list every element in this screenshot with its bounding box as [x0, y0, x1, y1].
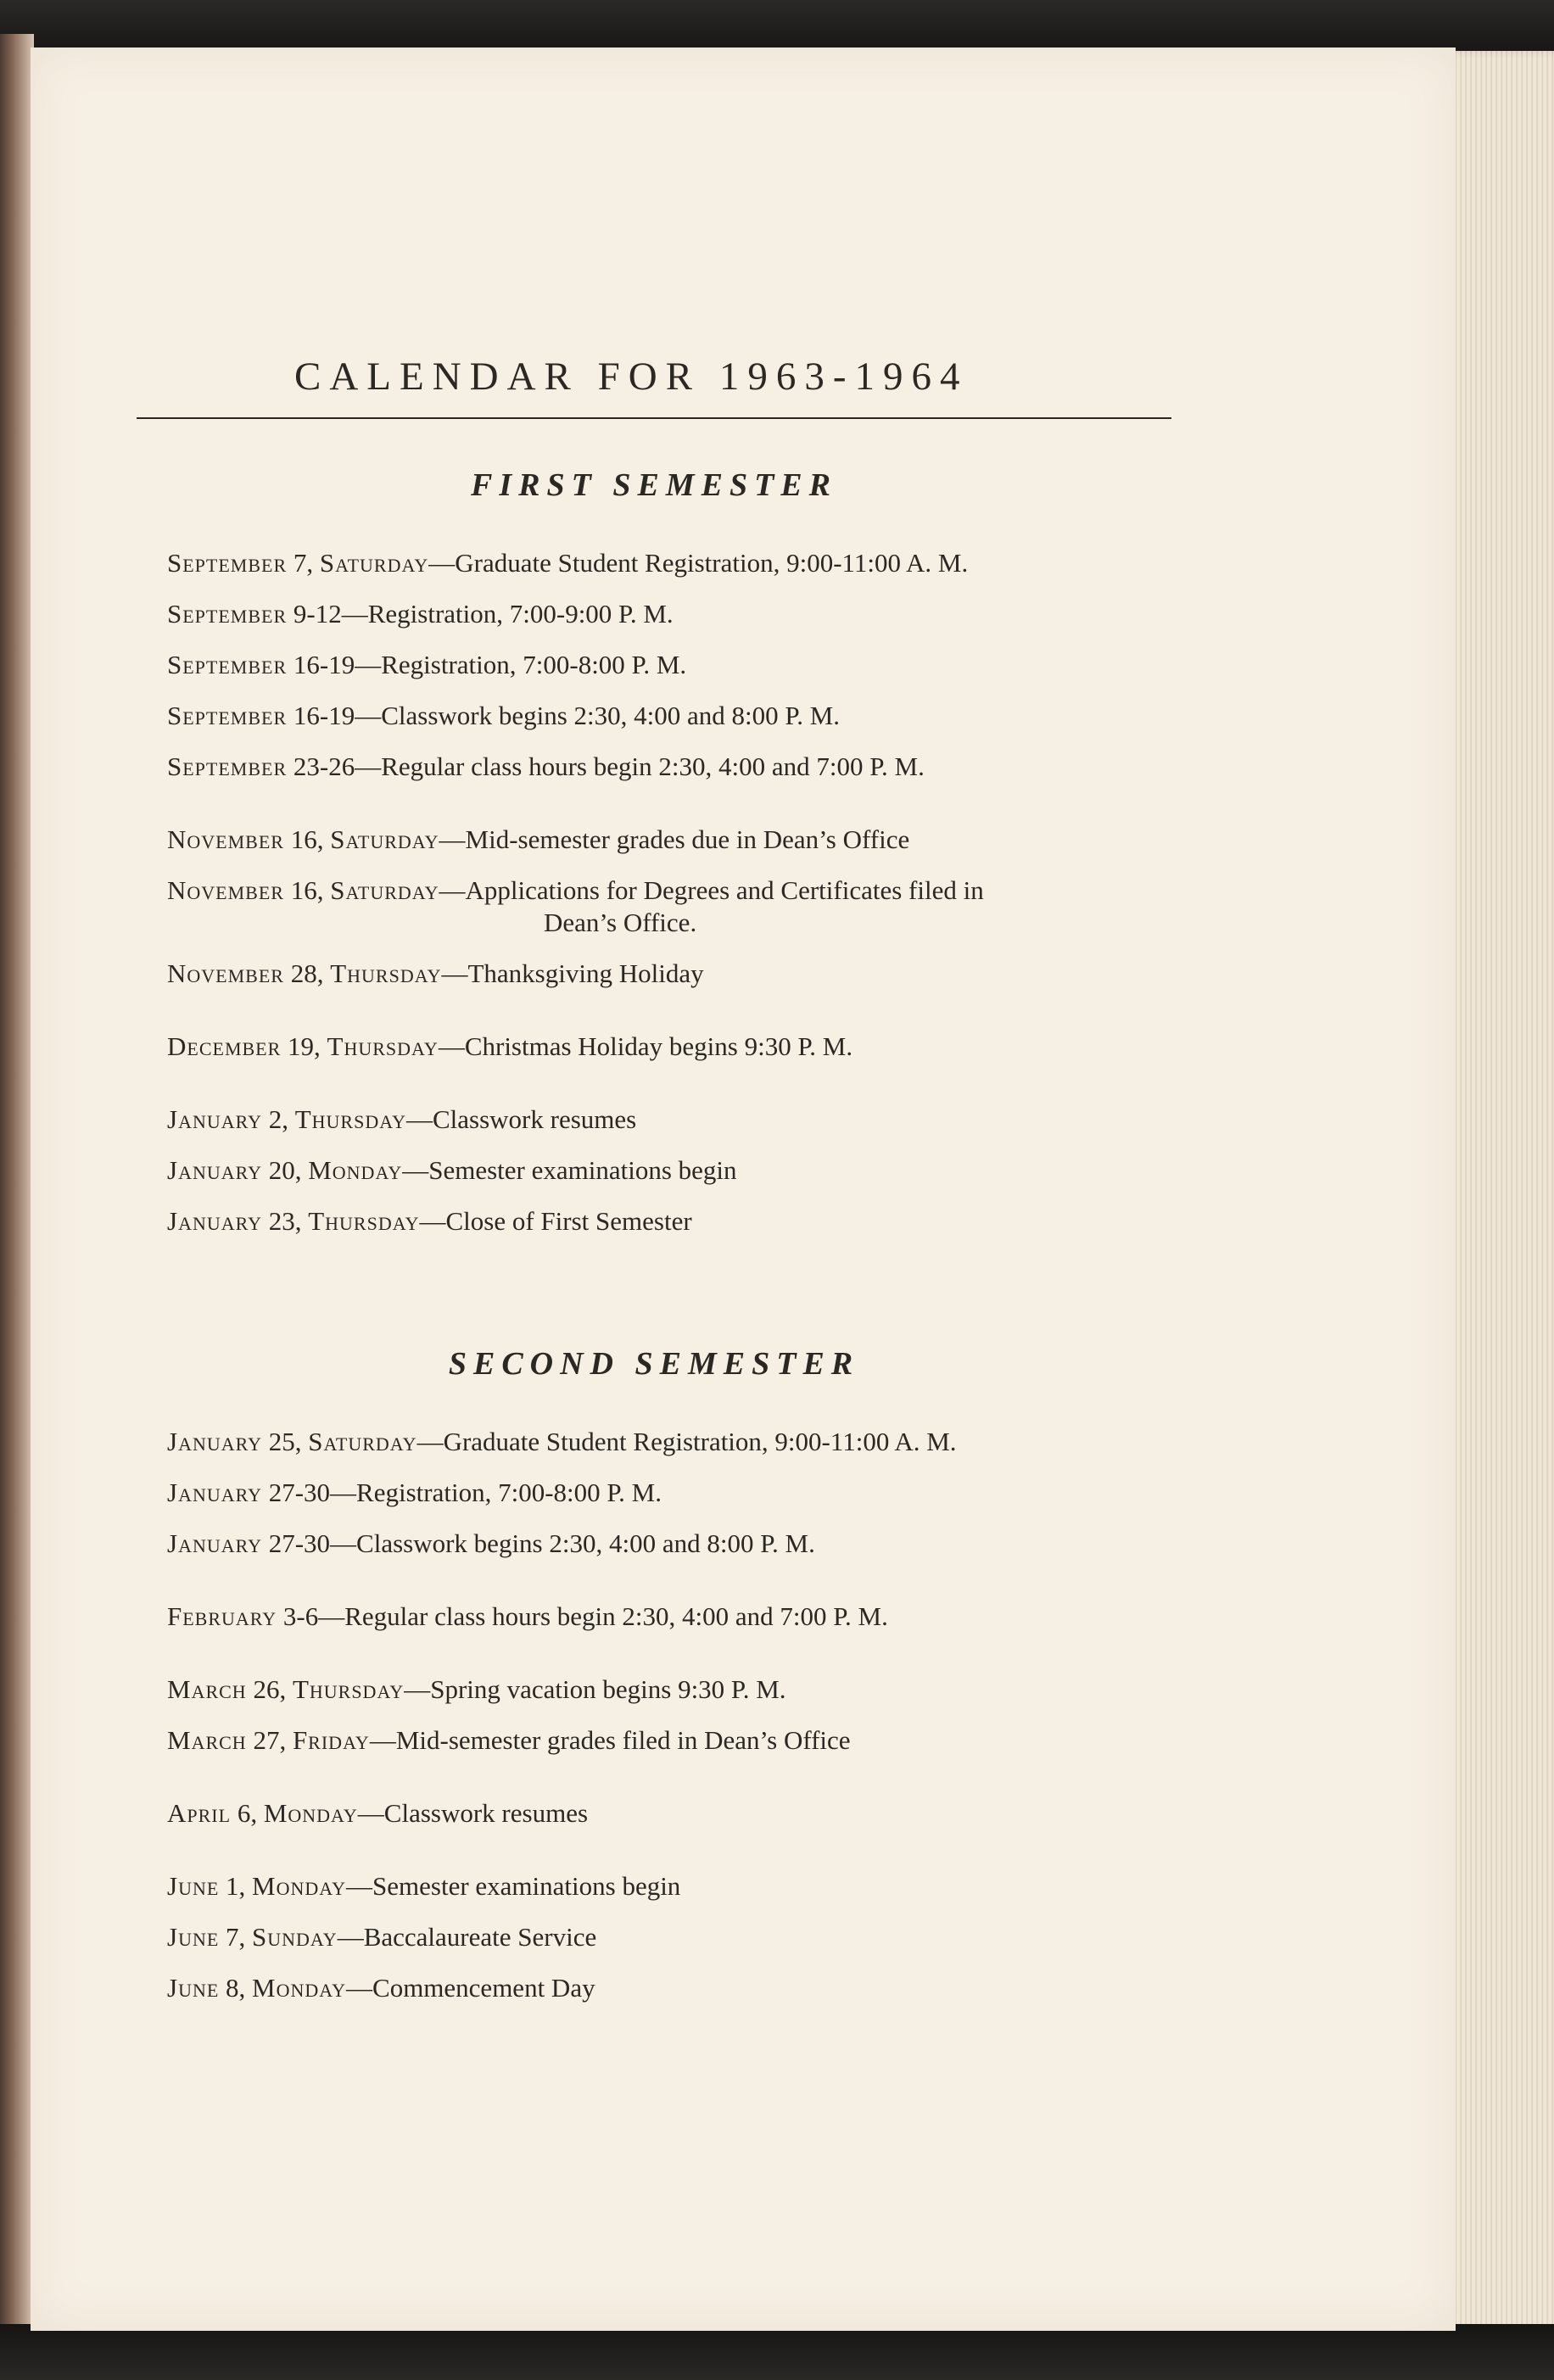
entry-month: November [167, 958, 284, 988]
calendar-entry [167, 1788, 1205, 1839]
entry-month: January [167, 1478, 262, 1507]
entry-month: June [167, 1973, 220, 2003]
entry-description: —Regular class hours begin 2:30, 4:00 and 7:00 P. M. [355, 751, 925, 781]
entry-date: 9-12 [293, 599, 342, 629]
entry-date: 16-19 [293, 650, 355, 679]
page-edges [1442, 51, 1554, 2333]
calendar-entry [167, 1591, 1205, 1642]
entry-weekday: Monday [308, 1155, 403, 1185]
entry-description: —Spring vacation begins 9:30 P. M. [404, 1674, 786, 1704]
entry-date: 23-26 [293, 751, 355, 781]
entry-description: —Christmas Holiday begins 9:30 P. M. [438, 1031, 853, 1061]
entry-weekday: Monday [252, 1973, 347, 2003]
entry-description: —Semester examinations begin [346, 1871, 681, 1901]
entry-month: January [167, 1427, 262, 1456]
book-page [31, 47, 1456, 2331]
calendar-entry [167, 538, 1205, 589]
entry-weekday: Thursday [327, 1031, 439, 1061]
entry-weekday: Saturday [319, 548, 429, 578]
entry-month: November [167, 875, 284, 905]
entry-month: April [167, 1798, 232, 1828]
calendar-entry [167, 1518, 1205, 1569]
entry-description: —Mid-semester grades due in Dean’s Office [439, 824, 910, 854]
entry-date: 16-19 [293, 701, 355, 730]
entry-month: September [167, 650, 288, 679]
calendar-entry [167, 1963, 1205, 2014]
entry-month: November [167, 824, 284, 854]
entry-weekday: Thursday [330, 958, 442, 988]
semesters-container [137, 467, 1205, 2014]
entry-date: 16, [290, 875, 324, 905]
date-group [137, 538, 1205, 792]
calendar-entry [167, 640, 1205, 690]
date-group [137, 1861, 1205, 2014]
entry-date: 28, [290, 958, 324, 988]
entry-date: 16, [290, 824, 324, 854]
entry-date: 7, [293, 548, 314, 578]
entry-month: January [167, 1206, 262, 1236]
entry-weekday: Saturday [308, 1427, 417, 1456]
entry-description: —Classwork resumes [405, 1104, 637, 1134]
entry-description: —Classwork begins 2:30, 4:00 and 8:00 P. M. [330, 1528, 815, 1558]
book-cover-bottom [0, 2324, 1554, 2380]
entry-month: September [167, 599, 288, 629]
entry-description: —Classwork resumes [357, 1798, 589, 1828]
entry-month: September [167, 548, 288, 578]
entry-month: September [167, 701, 288, 730]
semester-heading: SECOND SEMESTER [448, 1346, 860, 1382]
entry-weekday: Thursday [294, 1104, 406, 1134]
date-group [137, 1094, 1205, 1247]
entry-date: 2, [268, 1104, 288, 1134]
calendar-content [137, 351, 1205, 2036]
title-rule [137, 417, 1171, 419]
entry-month: March [167, 1725, 247, 1755]
entry-description: —Graduate Student Registration, 9:00-11:00 A. M. [416, 1427, 957, 1456]
calendar-entry [167, 1094, 1205, 1145]
entry-month: June [167, 1922, 220, 1952]
entry-month: December [167, 1031, 282, 1061]
entry-date: 6, [237, 1798, 258, 1828]
entry-date: 26, [253, 1674, 287, 1704]
entry-month: June [167, 1871, 220, 1901]
entry-description-continuation: Dean’s Office. [544, 908, 697, 937]
calendar-entry [167, 1861, 1205, 1912]
calendar-entry [167, 1196, 1205, 1247]
calendar-entry [167, 1021, 1205, 1072]
entry-description: —Commencement Day [346, 1973, 595, 2003]
entry-date: 7, [226, 1922, 246, 1952]
entry-date: 8, [226, 1973, 246, 2003]
calendar-entry [167, 1145, 1205, 1196]
date-group [137, 814, 1205, 999]
entry-weekday: Thursday [308, 1206, 420, 1236]
entry-month: January [167, 1528, 262, 1558]
calendar-entry [167, 948, 1205, 999]
calendar-entry [167, 1467, 1205, 1518]
entry-description: —Baccalaureate Service [337, 1922, 597, 1952]
calendar-entry [167, 1715, 1205, 1766]
entry-month: January [167, 1104, 262, 1134]
entry-description: —Graduate Student Registration, 9:00-11:00 A. M. [428, 548, 969, 578]
semester-heading: FIRST SEMESTER [471, 467, 837, 503]
date-group [137, 1788, 1205, 1839]
entry-weekday: Monday [252, 1871, 347, 1901]
entry-date: 20, [268, 1155, 302, 1185]
entry-description: —Mid-semester grades filed in Dean’s Office [369, 1725, 851, 1755]
calendar-entry [167, 1912, 1205, 1963]
entry-weekday: Monday [263, 1798, 358, 1828]
date-group [137, 1664, 1205, 1766]
entry-description: —Regular class hours begin 2:30, 4:00 and 7:00 P. M. [318, 1601, 888, 1631]
entry-description: —Registration, 7:00-8:00 P. M. [330, 1478, 662, 1507]
entry-date: 23, [268, 1206, 302, 1236]
date-group [137, 1021, 1205, 1072]
entry-month: September [167, 751, 288, 781]
entry-date: 27-30 [268, 1528, 331, 1558]
entry-weekday: Saturday [330, 875, 439, 905]
calendar-entry [167, 589, 1205, 640]
entry-date: 27, [253, 1725, 287, 1755]
entry-weekday: Thursday [292, 1674, 405, 1704]
page-title: CALENDAR FOR 1963-1964 [294, 355, 969, 399]
entry-month: January [167, 1155, 262, 1185]
entry-description: —Registration, 7:00-8:00 P. M. [355, 650, 687, 679]
entry-weekday: Saturday [330, 824, 439, 854]
entry-date: 27-30 [268, 1478, 331, 1507]
entry-date: 25, [268, 1427, 302, 1456]
entry-description: —Close of First Semester [419, 1206, 692, 1236]
calendar-entry [167, 1416, 1205, 1467]
date-group [137, 1591, 1205, 1642]
entry-description: —Registration, 7:00-9:00 P. M. [341, 599, 674, 629]
book-spine [0, 34, 34, 2341]
entry-date: 3-6 [282, 1601, 319, 1631]
entry-description: —Classwork begins 2:30, 4:00 and 8:00 P. M. [355, 701, 841, 730]
calendar-entry [167, 865, 1210, 948]
entry-date: 1, [226, 1871, 246, 1901]
entry-description: —Applications for Degrees and Certificates filed in [439, 875, 984, 905]
date-group [137, 1416, 1205, 1569]
entry-description: —Thanksgiving Holiday [441, 958, 704, 988]
entry-weekday: Friday [292, 1725, 370, 1755]
entry-month: March [167, 1674, 247, 1704]
calendar-entry [167, 690, 1205, 741]
entry-description: —Semester examinations begin [402, 1155, 737, 1185]
calendar-entry [167, 814, 1205, 865]
entry-weekday: Sunday [252, 1922, 338, 1952]
calendar-entry [167, 741, 1205, 792]
entry-month: February [167, 1601, 277, 1631]
calendar-entry [167, 1664, 1205, 1715]
entry-date: 19, [288, 1031, 321, 1061]
